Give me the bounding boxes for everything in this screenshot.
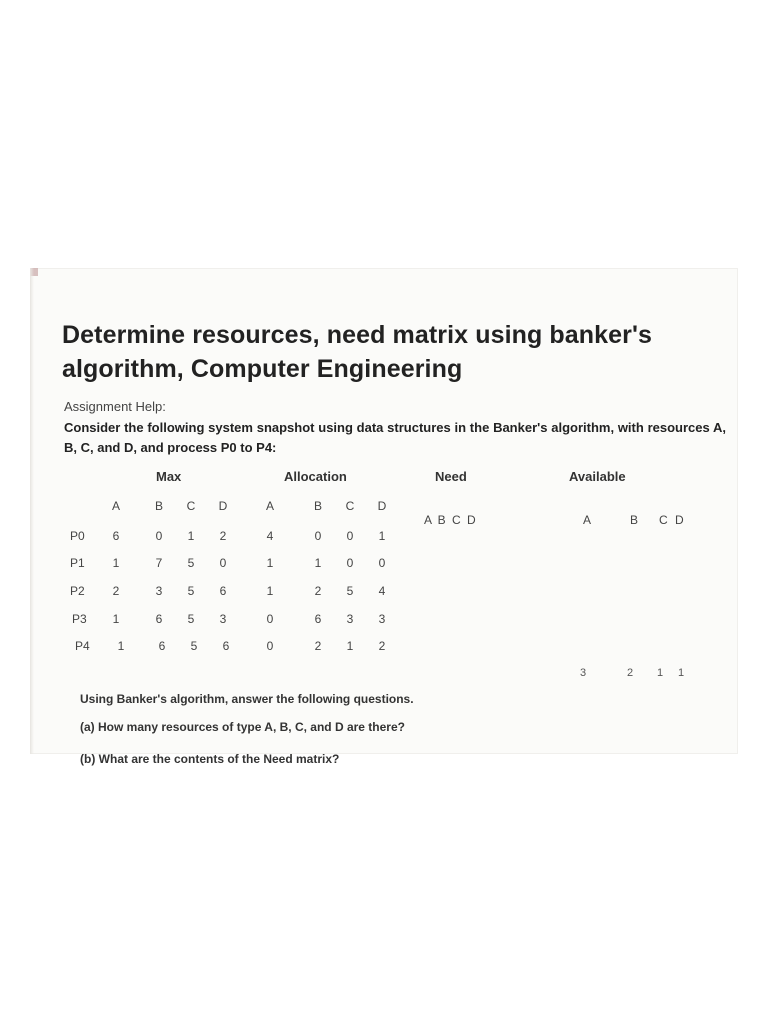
available-a: 3 <box>579 667 587 679</box>
assignment-help-label: Assignment Help: <box>64 399 166 414</box>
process-label: P3 <box>72 612 87 626</box>
available-c: 1 <box>656 667 664 679</box>
max-d: 6 <box>219 584 227 598</box>
process-label: P4 <box>75 639 90 653</box>
max-b: 3 <box>155 584 163 598</box>
header-need: Need <box>435 469 467 484</box>
max-col-d: D <box>218 499 228 513</box>
edge-shadow <box>30 268 34 754</box>
alloc-col-d: D <box>377 499 387 513</box>
alloc-col-b: B <box>313 499 322 513</box>
question-a: (a) How many resources of type A, B, C, and D are there? <box>80 720 405 734</box>
max-c: 1 <box>187 529 195 543</box>
alloc-c: 5 <box>346 584 354 598</box>
alloc-c: 0 <box>346 529 354 543</box>
alloc-a: 0 <box>266 639 274 653</box>
alloc-a: 1 <box>266 556 274 570</box>
alloc-d: 1 <box>378 529 386 543</box>
max-d: 6 <box>222 639 230 653</box>
alloc-col-a: A <box>265 499 274 513</box>
process-label: P2 <box>70 584 85 598</box>
max-a: 2 <box>112 584 120 598</box>
alloc-c: 3 <box>346 612 354 626</box>
question-b-text: (b) What are the contents of the Need matrix? <box>80 752 340 766</box>
max-a: 1 <box>112 612 120 626</box>
alloc-b: 2 <box>314 639 322 653</box>
alloc-d: 4 <box>378 584 386 598</box>
alloc-b: 6 <box>314 612 322 626</box>
need-columns: A B C D <box>424 513 476 527</box>
process-label: P0 <box>70 529 85 543</box>
alloc-a: 4 <box>266 529 274 543</box>
question-b <box>80 746 340 766</box>
max-c: 5 <box>187 584 195 598</box>
available-b: 2 <box>626 667 634 679</box>
alloc-b: 1 <box>314 556 322 570</box>
avail-col-b: B <box>629 513 638 527</box>
header-max: Max <box>156 469 182 484</box>
page-title: Determine resources, need matrix using banker's algorithm, Computer Engineering <box>62 321 653 383</box>
alloc-d: 3 <box>378 612 386 626</box>
alloc-c: 0 <box>346 556 354 570</box>
max-c: 5 <box>190 639 198 653</box>
max-b: 6 <box>158 639 166 653</box>
max-col-b: B <box>154 499 163 513</box>
available-d: 1 <box>677 667 685 679</box>
avail-col-cd: C D <box>659 513 684 527</box>
max-c: 5 <box>187 556 195 570</box>
max-col-a: A <box>111 499 120 513</box>
max-b: 0 <box>155 529 163 543</box>
header-available: Available <box>569 469 626 484</box>
alloc-b: 2 <box>314 584 322 598</box>
alloc-c: 1 <box>346 639 354 653</box>
process-label: P1 <box>70 556 85 570</box>
questions-intro: Using Banker's algorithm, answer the following questions. <box>80 692 414 706</box>
max-b: 6 <box>155 612 163 626</box>
avail-col-a: A <box>582 513 591 527</box>
alloc-d: 0 <box>378 556 386 570</box>
alloc-b: 0 <box>314 529 322 543</box>
alloc-col-c: C <box>345 499 355 513</box>
max-d: 2 <box>219 529 227 543</box>
max-a: 6 <box>112 529 120 543</box>
alloc-a: 0 <box>266 612 274 626</box>
max-d: 3 <box>219 612 227 626</box>
alloc-a: 1 <box>266 584 274 598</box>
header-allocation: Allocation <box>284 469 347 484</box>
problem-statement: Consider the following system snapshot using data structures in the Banker's algorithm, with resources A, B, C, and D, and process P0 to P4: <box>64 420 726 455</box>
max-a: 1 <box>117 639 125 653</box>
document-photo <box>30 268 738 766</box>
max-d: 0 <box>219 556 227 570</box>
alloc-d: 2 <box>378 639 386 653</box>
max-col-c: C <box>186 499 196 513</box>
max-c: 5 <box>187 612 195 626</box>
max-a: 1 <box>112 556 120 570</box>
max-b: 7 <box>155 556 163 570</box>
